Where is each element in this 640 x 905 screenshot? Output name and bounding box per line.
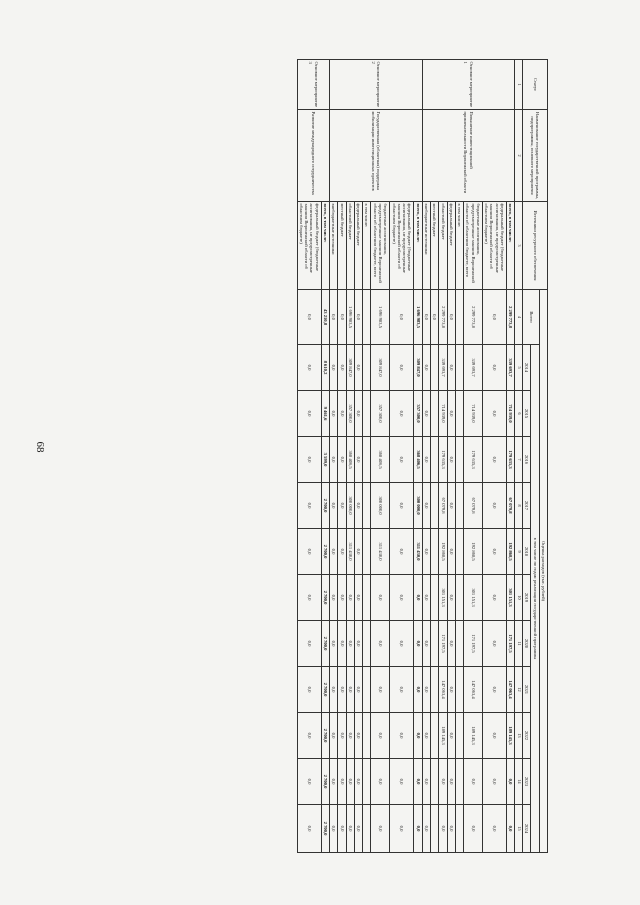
table-wrapper — [101, 59, 548, 852]
value-cell — [455, 759, 463, 805]
source-cell: бюджетные ассигнования, предусмотренные законом Воронежской области об областном бюджете, всего — [371, 202, 390, 290]
value-cell: 0,0 — [330, 759, 338, 805]
value-cell: 0,0 — [422, 529, 430, 575]
value-cell — [363, 759, 371, 805]
value-cell: 0,0 — [390, 713, 414, 759]
value-cell: 0,0 — [330, 575, 338, 621]
value-cell: 0,0 — [482, 529, 506, 575]
value-cell: 0,0 — [447, 667, 455, 713]
value-cell — [430, 437, 438, 483]
value-cell: 357 300,0 — [371, 391, 390, 437]
program-name-cell: Развитие международного сотрудничества — [297, 110, 329, 202]
value-cell — [430, 529, 438, 575]
value-cell: 0,0 — [297, 290, 321, 345]
value-cell: 0,0 — [390, 529, 414, 575]
value-cell — [455, 437, 463, 483]
value-cell: 0,0 — [354, 529, 362, 575]
value-cell: 0,0 — [346, 805, 354, 853]
source-cell: в том числе: — [455, 202, 463, 290]
value-cell — [455, 713, 463, 759]
value-cell: 0,0 — [354, 805, 362, 853]
value-cell: 0,0 — [338, 667, 346, 713]
value-cell: 0,0 — [464, 805, 483, 853]
column-number-4: 4 — [515, 290, 523, 345]
value-cell: 0,0 — [422, 290, 430, 345]
status-cell: Основное мероприятие 1 — [422, 60, 515, 110]
value-cell: 0,0 — [330, 805, 338, 853]
value-cell: 0,0 — [447, 391, 455, 437]
header-year-2014: 2014 — [523, 345, 531, 391]
value-cell — [430, 621, 438, 667]
value-cell: 0,0 — [330, 667, 338, 713]
value-cell: 0,0 — [330, 621, 338, 667]
value-cell: 179 635,3 — [464, 437, 483, 483]
value-cell — [363, 529, 371, 575]
value-cell: 189 145,3 — [464, 713, 483, 759]
value-cell: 179 635,3 — [507, 437, 515, 483]
table-row — [414, 60, 422, 853]
value-cell: 67 079,8 — [507, 483, 515, 529]
value-cell: 0,0 — [390, 437, 414, 483]
value-cell: 300 000,0 — [414, 483, 422, 529]
value-cell: 0,0 — [447, 621, 455, 667]
value-cell: 0,0 — [346, 713, 354, 759]
value-cell: 0,0 — [414, 759, 422, 805]
header-year-2024: 2024 — [523, 805, 531, 853]
value-cell: 0,0 — [422, 713, 430, 759]
value-cell: 0,0 — [482, 805, 506, 853]
source-cell: федеральный бюджет — [447, 202, 455, 290]
header-total: Всего — [523, 290, 540, 345]
value-cell: 0,0 — [371, 621, 390, 667]
value-cell: 0,0 — [447, 290, 455, 345]
value-cell: 0,0 — [414, 805, 422, 853]
header-by-years: в том числе по годам реализации государственной программы — [531, 345, 539, 853]
value-cell: 0,0 — [330, 391, 338, 437]
value-cell: 0,0 — [338, 621, 346, 667]
value-cell: 2 299 773,8 — [464, 290, 483, 345]
value-cell: 2 700,0 — [321, 713, 329, 759]
value-cell: 311 430,0 — [371, 529, 390, 575]
source-cell: областной бюджет — [439, 202, 447, 290]
value-cell: 309 847,0 — [371, 345, 390, 391]
budget-table — [297, 59, 548, 853]
value-cell: 0,0 — [297, 759, 321, 805]
value-cell: 2 700,0 — [321, 621, 329, 667]
column-number-9: 9 — [515, 529, 523, 575]
value-cell: 0,0 — [338, 391, 346, 437]
value-cell: 311 430,0 — [414, 529, 422, 575]
source-cell: внебюджетные источники — [330, 202, 338, 290]
value-cell: 0,0 — [447, 759, 455, 805]
column-number-10: 10 — [515, 575, 523, 621]
column-number-2: 2 — [515, 110, 523, 202]
value-cell: 0,0 — [390, 621, 414, 667]
value-cell — [455, 621, 463, 667]
value-cell: 0,0 — [330, 345, 338, 391]
column-number-6: 6 — [515, 391, 523, 437]
value-cell: 1 696 983,5 — [414, 290, 422, 345]
source-cell: всего, в том числе: — [507, 202, 515, 290]
value-cell: 0,0 — [297, 529, 321, 575]
table-row — [507, 60, 515, 853]
source-cell: федеральный бюджет (бюджетные ассигнования, не предусмотренные законом Воронежской области об областном бюджете) — [390, 202, 414, 290]
source-cell: всего, в том числе: — [321, 202, 329, 290]
value-cell: 9 461,6 — [321, 391, 329, 437]
value-cell: 339 693,7 — [464, 345, 483, 391]
header-year-2021: 2021 — [523, 667, 531, 713]
source-cell: внебюджетные источники — [422, 202, 430, 290]
value-cell: 171 197,5 — [507, 621, 515, 667]
value-cell: 0,0 — [390, 391, 414, 437]
value-cell — [455, 529, 463, 575]
value-cell: 0,0 — [439, 759, 447, 805]
value-cell: 0,0 — [422, 391, 430, 437]
value-cell: 0,0 — [414, 713, 422, 759]
value-cell: 0,0 — [297, 483, 321, 529]
value-cell: 0,0 — [338, 290, 346, 345]
column-number-13: 13 — [515, 713, 523, 759]
value-cell: 0,0 — [482, 290, 506, 345]
column-number-15: 15 — [515, 805, 523, 853]
value-cell: 0,0 — [482, 759, 506, 805]
value-cell: 0,0 — [482, 621, 506, 667]
table-header — [515, 60, 548, 853]
value-cell — [455, 290, 463, 345]
value-cell: 0,0 — [447, 437, 455, 483]
header-year-2019: 2019 — [523, 575, 531, 621]
source-cell: федеральный бюджет — [354, 202, 362, 290]
value-cell: 0,0 — [297, 575, 321, 621]
value-cell: 300 000,0 — [346, 483, 354, 529]
value-cell: 0,0 — [371, 805, 390, 853]
header-year-2016: 2016 — [523, 437, 531, 483]
value-cell: 0,0 — [354, 391, 362, 437]
value-cell: 2 700,0 — [321, 483, 329, 529]
header-source: Источники ресурсного обеспечения — [523, 202, 548, 290]
value-cell: 368 406,5 — [371, 437, 390, 483]
value-cell — [363, 621, 371, 667]
value-cell: 3 599,0 — [321, 437, 329, 483]
value-cell: 357 300,0 — [414, 391, 422, 437]
value-cell: 0,0 — [390, 667, 414, 713]
value-cell: 171 197,5 — [464, 621, 483, 667]
column-number-5: 5 — [515, 345, 523, 391]
value-cell: 2 700,0 — [321, 529, 329, 575]
value-cell: 0,0 — [346, 621, 354, 667]
value-cell: 0,0 — [346, 667, 354, 713]
value-cell: 309 847,0 — [346, 345, 354, 391]
value-cell: 0,0 — [447, 529, 455, 575]
value-cell: 0,0 — [297, 345, 321, 391]
value-cell — [455, 575, 463, 621]
value-cell: 0,0 — [330, 713, 338, 759]
value-cell: 0,0 — [390, 345, 414, 391]
value-cell: 0,0 — [330, 437, 338, 483]
value-cell: 0,0 — [371, 759, 390, 805]
value-cell: 0,0 — [447, 575, 455, 621]
value-cell: 0,0 — [338, 759, 346, 805]
value-cell — [363, 391, 371, 437]
value-cell: 0,0 — [507, 805, 515, 853]
value-cell — [455, 483, 463, 529]
value-cell: 2 700,0 — [321, 575, 329, 621]
value-cell: 0,0 — [482, 667, 506, 713]
header-year-2017: 2017 — [523, 483, 531, 529]
value-cell: 192 868,5 — [439, 529, 447, 575]
value-cell: 0,0 — [338, 713, 346, 759]
value-cell: 0,0 — [447, 805, 455, 853]
value-cell: 2 700,0 — [321, 667, 329, 713]
value-cell: 2 700,0 — [321, 805, 329, 853]
source-cell: бюджетные ассигнования, предусмотренные законом Воронежской области об областном бюджете, всего — [464, 202, 483, 290]
column-number-12: 12 — [515, 667, 523, 713]
value-cell: 0,0 — [297, 621, 321, 667]
value-cell: 0,0 — [482, 483, 506, 529]
column-number-3: 3 — [515, 202, 523, 290]
source-cell: в том числе: — [363, 202, 371, 290]
value-cell: 189 145,3 — [439, 713, 447, 759]
value-cell: 147 063,4 — [464, 667, 483, 713]
header-name: Наименование государственной программы, подпрограммы, основного мероприятия — [523, 110, 548, 202]
value-cell — [363, 345, 371, 391]
value-cell: 147 063,4 — [439, 667, 447, 713]
value-cell — [455, 345, 463, 391]
value-cell: 0,0 — [371, 575, 390, 621]
header-year-2018: 2018 — [523, 529, 531, 575]
value-cell — [430, 667, 438, 713]
value-cell: 0,0 — [482, 713, 506, 759]
value-cell: 0,0 — [338, 575, 346, 621]
value-cell: 192 868,5 — [507, 529, 515, 575]
value-cell: 309 847,0 — [414, 345, 422, 391]
value-cell: 67 079,8 — [439, 483, 447, 529]
value-cell: 0,0 — [422, 437, 430, 483]
page-number: 68 — [34, 441, 46, 453]
source-cell: федеральный бюджет (бюджетные ассигнования, не предусмотренные законом Воронежской области об областном бюджете) — [482, 202, 506, 290]
column-number-8: 8 — [515, 483, 523, 529]
column-number-1: 1 — [515, 60, 523, 110]
value-cell: 0,0 — [330, 483, 338, 529]
value-cell: 300 000,0 — [371, 483, 390, 529]
value-cell: 0,0 — [338, 483, 346, 529]
value-cell: 0,0 — [482, 391, 506, 437]
value-cell: 0,0 — [354, 290, 362, 345]
value-cell — [363, 667, 371, 713]
value-cell: 147 063,4 — [507, 667, 515, 713]
value-cell — [430, 759, 438, 805]
value-cell: 301 151,3 — [439, 575, 447, 621]
value-cell: 714 939,0 — [464, 391, 483, 437]
value-cell: 189 145,3 — [507, 713, 515, 759]
value-cell: 43 210,8 — [321, 290, 329, 345]
program-name-cell: Повышение инвестиционной привлекательности Воронежской области — [422, 110, 515, 202]
value-cell: 0,0 — [330, 290, 338, 345]
value-cell: 0,0 — [447, 483, 455, 529]
value-cell: 0,0 — [371, 713, 390, 759]
value-cell: 311 430,0 — [346, 529, 354, 575]
value-cell: 0,0 — [390, 805, 414, 853]
value-cell: 0,0 — [422, 483, 430, 529]
column-number-11: 11 — [515, 621, 523, 667]
value-cell — [455, 667, 463, 713]
value-cell: 368 406,5 — [346, 437, 354, 483]
value-cell: 0,0 — [422, 345, 430, 391]
value-cell — [430, 713, 438, 759]
value-cell: 0,0 — [390, 483, 414, 529]
value-cell: 8 610,2 — [321, 345, 329, 391]
source-cell: областной бюджет — [346, 202, 354, 290]
value-cell — [363, 437, 371, 483]
value-cell: 0,0 — [354, 621, 362, 667]
value-cell — [430, 483, 438, 529]
value-cell — [363, 483, 371, 529]
value-cell: 0,0 — [447, 345, 455, 391]
value-cell: 0,0 — [422, 621, 430, 667]
value-cell: 339 693,7 — [507, 345, 515, 391]
value-cell: 0,0 — [371, 667, 390, 713]
value-cell: 0,0 — [354, 437, 362, 483]
value-cell: 357 300,0 — [346, 391, 354, 437]
value-cell: 192 868,5 — [464, 529, 483, 575]
header-year-2020: 2020 — [523, 621, 531, 667]
value-cell: 0,0 — [354, 759, 362, 805]
value-cell: 0,0 — [390, 759, 414, 805]
value-cell: 0,0 — [354, 483, 362, 529]
source-cell: всего, в том числе: — [414, 202, 422, 290]
source-cell: местный бюджет — [338, 202, 346, 290]
value-cell — [430, 805, 438, 853]
table-body — [297, 60, 515, 853]
header-year-2023: 2023 — [523, 759, 531, 805]
value-cell — [363, 290, 371, 345]
value-cell: 179 635,3 — [439, 437, 447, 483]
value-cell: 301 151,3 — [507, 575, 515, 621]
rotated-table-area — [101, 59, 548, 852]
value-cell: 0,0 — [430, 290, 438, 345]
source-cell: местный бюджет — [430, 202, 438, 290]
value-cell — [430, 345, 438, 391]
header-year-2022: 2022 — [523, 713, 531, 759]
value-cell: 0,0 — [338, 345, 346, 391]
value-cell: 0,0 — [354, 713, 362, 759]
column-numbers-row — [515, 60, 523, 853]
value-cell: 0,0 — [354, 575, 362, 621]
value-cell: 0,0 — [346, 759, 354, 805]
value-cell — [430, 391, 438, 437]
value-cell: 0,0 — [507, 759, 515, 805]
value-cell: 0,0 — [330, 529, 338, 575]
value-cell: 0,0 — [482, 345, 506, 391]
table-row — [321, 60, 329, 853]
value-cell: 0,0 — [414, 575, 422, 621]
value-cell: 0,0 — [297, 805, 321, 853]
value-cell: 0,0 — [297, 713, 321, 759]
value-cell: 0,0 — [464, 759, 483, 805]
value-cell: 0,0 — [338, 437, 346, 483]
value-cell: 2 299 773,8 — [439, 290, 447, 345]
value-cell: 0,0 — [338, 805, 346, 853]
column-number-7: 7 — [515, 437, 523, 483]
value-cell: 0,0 — [297, 437, 321, 483]
value-cell: 0,0 — [422, 805, 430, 853]
value-cell: 1 696 983,5 — [346, 290, 354, 345]
value-cell — [455, 391, 463, 437]
header-year-2015: 2015 — [523, 391, 531, 437]
value-cell — [363, 805, 371, 853]
value-cell: 0,0 — [346, 575, 354, 621]
value-cell: 0,0 — [482, 575, 506, 621]
status-cell: Основное мероприятие 3 — [297, 60, 329, 110]
program-name-cell: Государственная (областная) поддержка мобилизации инвестиционных проектов — [330, 110, 423, 202]
value-cell: 0,0 — [338, 529, 346, 575]
source-cell: федеральный бюджет (бюджетные ассигнования, не предусмотренные законом Воронежской области об областном бюджете) — [297, 202, 321, 290]
value-cell: 0,0 — [390, 575, 414, 621]
value-cell: 2 299 773,8 — [507, 290, 515, 345]
value-cell: 0,0 — [422, 667, 430, 713]
value-cell: 0,0 — [422, 759, 430, 805]
value-cell: 714 939,0 — [507, 391, 515, 437]
value-cell — [363, 713, 371, 759]
value-cell: 0,0 — [414, 667, 422, 713]
value-cell: 0,0 — [354, 345, 362, 391]
value-cell: 368 406,5 — [414, 437, 422, 483]
value-cell: 0,0 — [414, 621, 422, 667]
value-cell — [363, 575, 371, 621]
value-cell: 714 939,0 — [439, 391, 447, 437]
value-cell: 0,0 — [354, 667, 362, 713]
value-cell — [430, 575, 438, 621]
column-number-14: 14 — [515, 759, 523, 805]
value-cell: 0,0 — [447, 713, 455, 759]
value-cell: 2 700,0 — [321, 759, 329, 805]
value-cell: 1 696 983,5 — [371, 290, 390, 345]
value-cell: 0,0 — [422, 575, 430, 621]
value-cell: 0,0 — [390, 290, 414, 345]
value-cell: 0,0 — [439, 805, 447, 853]
value-cell: 67 079,8 — [464, 483, 483, 529]
header-status: Статус — [523, 60, 548, 110]
value-cell: 171 197,5 — [439, 621, 447, 667]
header-estimate: Оценка расходов (тыс. рублей) — [539, 290, 547, 853]
value-cell: 301 151,3 — [464, 575, 483, 621]
value-cell — [455, 805, 463, 853]
value-cell: 0,0 — [482, 437, 506, 483]
value-cell: 0,0 — [297, 667, 321, 713]
status-cell: Основное мероприятие 2 — [330, 60, 423, 110]
value-cell: 0,0 — [297, 391, 321, 437]
value-cell: 339 693,7 — [439, 345, 447, 391]
